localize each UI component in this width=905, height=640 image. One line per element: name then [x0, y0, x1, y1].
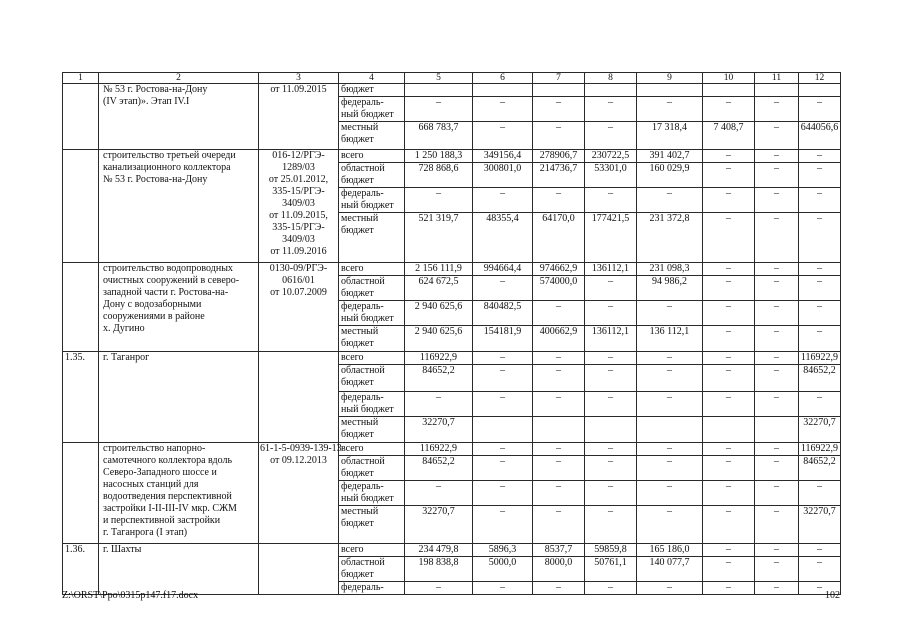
row-number-cell: 1.36.: [63, 544, 99, 595]
value-cell: 7 408,7: [703, 122, 755, 150]
value-cell: –: [755, 544, 799, 557]
value-cell: –: [799, 326, 841, 352]
value-cell: –: [585, 188, 637, 213]
table-body: [63, 84, 841, 595]
object-name-cell: строительство водопроводных очистных сооружений в северо- западной части г. Ростова-на- Дону с водозаборными сооружениями в районе х. Дугино: [99, 263, 259, 352]
value-cell: 974662,9: [533, 263, 585, 276]
value-cell: –: [755, 263, 799, 276]
table-row: [63, 443, 841, 456]
value-cell: –: [755, 392, 799, 417]
value-cell: 116922,9: [799, 352, 841, 365]
value-cell: –: [533, 352, 585, 365]
budget-type-cell: местный бюджет: [339, 213, 405, 263]
budget-type-cell: федераль- ный бюджет: [339, 392, 405, 417]
value-cell: 116922,9: [405, 443, 473, 456]
value-cell: 64170,0: [533, 213, 585, 263]
value-cell: –: [755, 352, 799, 365]
value-cell: 994664,4: [473, 263, 533, 276]
value-cell: –: [799, 582, 841, 595]
value-cell: [473, 417, 533, 443]
table-row: [63, 84, 841, 97]
value-cell: –: [703, 352, 755, 365]
value-cell: 521 319,7: [405, 213, 473, 263]
value-cell: –: [799, 150, 841, 163]
value-cell: –: [799, 544, 841, 557]
value-cell: 349156,4: [473, 150, 533, 163]
object-name-cell: № 53 г. Ростова-на-Дону (IV этап)». Этап IV.I: [99, 84, 259, 150]
value-cell: 2 940 625,6: [405, 301, 473, 326]
budget-type-cell: бюджет: [339, 84, 405, 97]
value-cell: –: [585, 122, 637, 150]
footer-file-path: Z:\ORST\Ppo\0315p147.f17.docx: [62, 590, 199, 601]
value-cell: –: [585, 582, 637, 595]
column-number-header: 7: [533, 73, 585, 84]
value-cell: –: [703, 188, 755, 213]
budget-table: [62, 72, 841, 595]
value-cell: 116922,9: [405, 352, 473, 365]
value-cell: –: [585, 97, 637, 122]
value-cell: –: [533, 301, 585, 326]
value-cell: –: [799, 213, 841, 263]
value-cell: –: [703, 326, 755, 352]
value-cell: 32270,7: [799, 417, 841, 443]
budget-type-cell: всего: [339, 443, 405, 456]
value-cell: [799, 84, 841, 97]
value-cell: 136112,1: [585, 326, 637, 352]
budget-type-cell: федераль- ный бюджет: [339, 97, 405, 122]
row-number-cell: [63, 263, 99, 352]
value-cell: –: [473, 481, 533, 506]
value-cell: [405, 84, 473, 97]
budget-type-cell: областной бюджет: [339, 365, 405, 392]
value-cell: –: [533, 97, 585, 122]
value-cell: –: [755, 301, 799, 326]
value-cell: –: [799, 557, 841, 582]
value-cell: –: [473, 365, 533, 392]
value-cell: –: [703, 150, 755, 163]
value-cell: –: [755, 481, 799, 506]
value-cell: –: [533, 456, 585, 481]
value-cell: [755, 417, 799, 443]
value-cell: 177421,5: [585, 213, 637, 263]
value-cell: –: [799, 301, 841, 326]
value-cell: –: [703, 213, 755, 263]
value-cell: 50761,1: [585, 557, 637, 582]
value-cell: [637, 417, 703, 443]
value-cell: –: [755, 163, 799, 188]
table-row: [63, 263, 841, 276]
value-cell: –: [405, 481, 473, 506]
value-cell: –: [637, 506, 703, 544]
table-row: [63, 352, 841, 365]
value-cell: 165 186,0: [637, 544, 703, 557]
value-cell: –: [703, 481, 755, 506]
value-cell: 5896,3: [473, 544, 533, 557]
value-cell: 400662,9: [533, 326, 585, 352]
column-number-header: 11: [755, 73, 799, 84]
budget-type-cell: областной бюджет: [339, 557, 405, 582]
value-cell: 234 479,8: [405, 544, 473, 557]
value-cell: 84652,2: [405, 365, 473, 392]
value-cell: –: [405, 582, 473, 595]
value-cell: 5000,0: [473, 557, 533, 582]
value-cell: –: [473, 443, 533, 456]
value-cell: 1 250 188,3: [405, 150, 473, 163]
value-cell: 154181,9: [473, 326, 533, 352]
value-cell: –: [799, 263, 841, 276]
value-cell: –: [473, 352, 533, 365]
column-number-header: 8: [585, 73, 637, 84]
value-cell: 17 318,4: [637, 122, 703, 150]
value-cell: –: [637, 352, 703, 365]
value-cell: 728 868,6: [405, 163, 473, 188]
budget-type-cell: федераль- ный бюджет: [339, 301, 405, 326]
budget-type-cell: местный бюджет: [339, 506, 405, 544]
value-cell: –: [533, 122, 585, 150]
document-cell: 016-12/РГЭ- 1289/03 от 25.01.2012, 335-15/РГЭ- 3409/03 от 11.09.2015, 335-15/РГЭ- 3409/03 от 11.09.2016: [259, 150, 339, 263]
value-cell: –: [703, 365, 755, 392]
table-row: [63, 544, 841, 557]
value-cell: 160 029,9: [637, 163, 703, 188]
value-cell: 84652,2: [799, 365, 841, 392]
value-cell: 136 112,1: [637, 326, 703, 352]
column-number-header: 10: [703, 73, 755, 84]
budget-type-cell: областной бюджет: [339, 163, 405, 188]
budget-type-cell: федераль- ный бюджет: [339, 188, 405, 213]
value-cell: –: [755, 582, 799, 595]
value-cell: –: [703, 276, 755, 301]
value-cell: –: [473, 276, 533, 301]
value-cell: –: [533, 582, 585, 595]
value-cell: [473, 84, 533, 97]
value-cell: –: [703, 582, 755, 595]
value-cell: –: [405, 97, 473, 122]
value-cell: [703, 84, 755, 97]
value-cell: –: [585, 392, 637, 417]
value-cell: –: [637, 456, 703, 481]
value-cell: –: [585, 365, 637, 392]
value-cell: –: [637, 188, 703, 213]
column-number-header: 4: [339, 73, 405, 84]
value-cell: 116922,9: [799, 443, 841, 456]
value-cell: –: [755, 456, 799, 481]
value-cell: –: [533, 443, 585, 456]
object-name-cell: г. Таганрог: [99, 352, 259, 443]
value-cell: –: [755, 150, 799, 163]
value-cell: –: [799, 163, 841, 188]
value-cell: 32270,7: [405, 506, 473, 544]
value-cell: –: [799, 97, 841, 122]
budget-type-cell: областной бюджет: [339, 276, 405, 301]
budget-type-cell: всего: [339, 352, 405, 365]
value-cell: –: [637, 481, 703, 506]
value-cell: –: [755, 506, 799, 544]
value-cell: 32270,7: [799, 506, 841, 544]
value-cell: –: [703, 544, 755, 557]
row-number-cell: [63, 84, 99, 150]
value-cell: 230722,5: [585, 150, 637, 163]
value-cell: –: [637, 97, 703, 122]
value-cell: 140 077,7: [637, 557, 703, 582]
row-number-cell: 1.35.: [63, 352, 99, 443]
value-cell: 624 672,5: [405, 276, 473, 301]
value-cell: –: [585, 481, 637, 506]
value-cell: 644056,6: [799, 122, 841, 150]
value-cell: –: [473, 506, 533, 544]
value-cell: –: [755, 557, 799, 582]
column-number-header: 9: [637, 73, 703, 84]
value-cell: 2 940 625,6: [405, 326, 473, 352]
value-cell: –: [637, 582, 703, 595]
value-cell: 300801,0: [473, 163, 533, 188]
value-cell: –: [637, 301, 703, 326]
budget-type-cell: местный бюджет: [339, 122, 405, 150]
value-cell: 8537,7: [533, 544, 585, 557]
column-number-header: 1: [63, 73, 99, 84]
value-cell: –: [703, 263, 755, 276]
value-cell: 2 156 111,9: [405, 263, 473, 276]
budget-type-cell: областной бюджет: [339, 456, 405, 481]
budget-type-cell: всего: [339, 263, 405, 276]
value-cell: –: [473, 582, 533, 595]
value-cell: –: [703, 392, 755, 417]
value-cell: –: [473, 188, 533, 213]
value-cell: 668 783,7: [405, 122, 473, 150]
value-cell: –: [585, 276, 637, 301]
value-cell: –: [473, 122, 533, 150]
document-cell: [259, 544, 339, 595]
budget-type-cell: местный бюджет: [339, 326, 405, 352]
value-cell: –: [703, 506, 755, 544]
value-cell: [585, 417, 637, 443]
value-cell: –: [637, 365, 703, 392]
row-number-cell: [63, 150, 99, 263]
row-number-cell: [63, 443, 99, 544]
value-cell: –: [703, 456, 755, 481]
value-cell: –: [703, 301, 755, 326]
value-cell: 136112,1: [585, 263, 637, 276]
value-cell: –: [703, 97, 755, 122]
value-cell: 391 402,7: [637, 150, 703, 163]
value-cell: –: [533, 392, 585, 417]
value-cell: –: [755, 365, 799, 392]
value-cell: 94 986,2: [637, 276, 703, 301]
budget-type-cell: федераль- ный бюджет: [339, 481, 405, 506]
value-cell: –: [755, 97, 799, 122]
value-cell: –: [799, 276, 841, 301]
value-cell: 59859,8: [585, 544, 637, 557]
value-cell: –: [405, 392, 473, 417]
value-cell: [533, 417, 585, 443]
column-number-header: 12: [799, 73, 841, 84]
budget-type-cell: всего: [339, 544, 405, 557]
value-cell: –: [799, 392, 841, 417]
value-cell: –: [533, 365, 585, 392]
value-cell: 231 098,3: [637, 263, 703, 276]
value-cell: –: [637, 392, 703, 417]
value-cell: –: [755, 326, 799, 352]
table-row: [63, 150, 841, 163]
value-cell: 48355,4: [473, 213, 533, 263]
value-cell: –: [799, 481, 841, 506]
column-number-header: 5: [405, 73, 473, 84]
value-cell: –: [473, 97, 533, 122]
value-cell: –: [703, 163, 755, 188]
value-cell: –: [533, 188, 585, 213]
value-cell: –: [473, 392, 533, 417]
value-cell: 278906,7: [533, 150, 585, 163]
value-cell: –: [585, 506, 637, 544]
value-cell: –: [533, 481, 585, 506]
value-cell: –: [585, 456, 637, 481]
column-number-header: 2: [99, 73, 259, 84]
value-cell: –: [755, 122, 799, 150]
value-cell: 574000,0: [533, 276, 585, 301]
budget-type-cell: федераль-: [339, 582, 405, 595]
value-cell: –: [755, 443, 799, 456]
value-cell: –: [473, 456, 533, 481]
value-cell: –: [703, 443, 755, 456]
value-cell: –: [755, 213, 799, 263]
document-cell: 0130-09/РГЭ- 0616/01 от 10.07.2009: [259, 263, 339, 352]
value-cell: 8000,0: [533, 557, 585, 582]
document-cell: от 11.09.2015: [259, 84, 339, 150]
value-cell: –: [585, 443, 637, 456]
value-cell: –: [533, 506, 585, 544]
value-cell: [755, 84, 799, 97]
document-cell: 61-1-5-0939-139-13 от 09.12.2013: [259, 443, 339, 544]
budget-type-cell: местный бюджет: [339, 417, 405, 443]
value-cell: 84652,2: [405, 456, 473, 481]
value-cell: –: [703, 557, 755, 582]
object-name-cell: строительство напорно- самотечного коллектора вдоль Северо-Западного шоссе и насосных станций для водоотведения перспективной застройки I-II-III-IV мкр. СЖМ и перспективной застройки г. Таганрога (I этап): [99, 443, 259, 544]
object-name-cell: строительство третьей очереди канализационного коллектора № 53 г. Ростова-на-Дону: [99, 150, 259, 263]
column-number-header: 3: [259, 73, 339, 84]
value-cell: –: [405, 188, 473, 213]
value-cell: 214736,7: [533, 163, 585, 188]
value-cell: [637, 84, 703, 97]
page-number: 102: [825, 590, 840, 601]
value-cell: 53301,0: [585, 163, 637, 188]
document-cell: [259, 352, 339, 443]
value-cell: 84652,2: [799, 456, 841, 481]
object-name-cell: г. Шахты: [99, 544, 259, 595]
column-number-header: 6: [473, 73, 533, 84]
value-cell: –: [585, 352, 637, 365]
value-cell: –: [755, 188, 799, 213]
budget-type-cell: всего: [339, 150, 405, 163]
value-cell: 198 838,8: [405, 557, 473, 582]
value-cell: –: [585, 301, 637, 326]
value-cell: [703, 417, 755, 443]
value-cell: –: [799, 188, 841, 213]
value-cell: 32270,7: [405, 417, 473, 443]
table-header-row: [63, 73, 841, 84]
value-cell: [585, 84, 637, 97]
value-cell: –: [637, 443, 703, 456]
value-cell: –: [755, 276, 799, 301]
value-cell: 840482,5: [473, 301, 533, 326]
value-cell: [533, 84, 585, 97]
value-cell: 231 372,8: [637, 213, 703, 263]
